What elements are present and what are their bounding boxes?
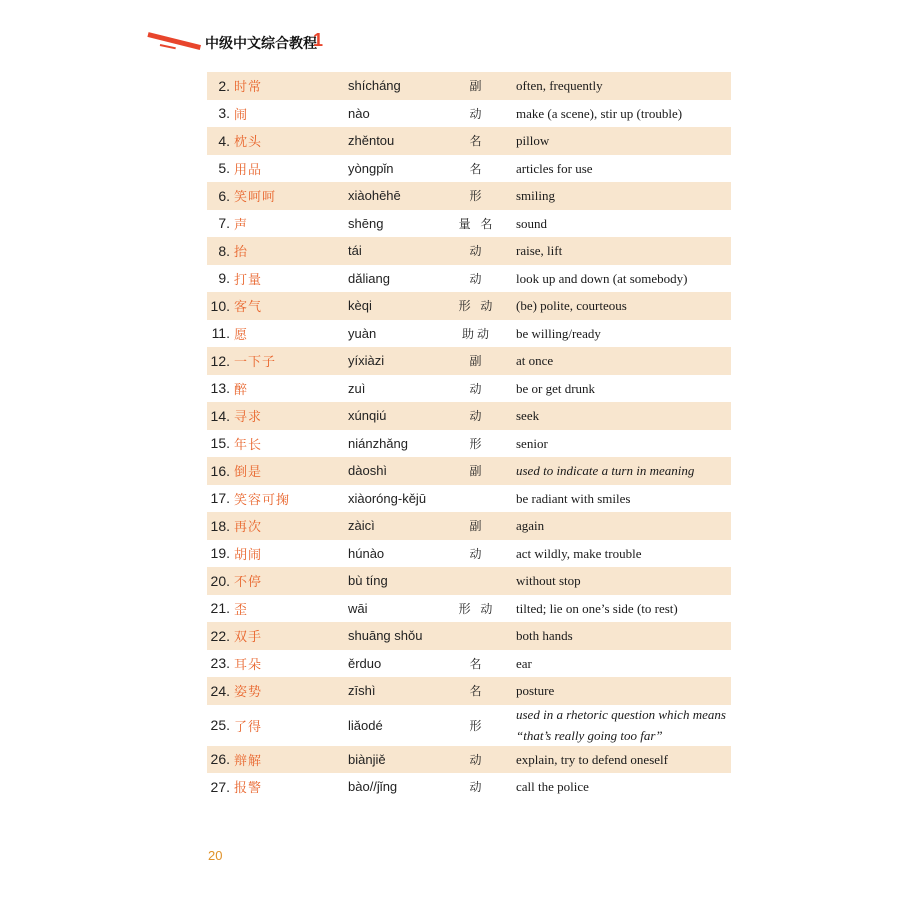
vocab-meaning: (be) polite, courteous	[516, 298, 627, 314]
vocab-number: 8.	[218, 242, 230, 259]
vocab-meaning: senior	[516, 435, 548, 451]
vocab-part-of-speech: 名	[469, 684, 485, 699]
vocab-row	[207, 210, 731, 238]
vocab-word: 不停	[234, 575, 263, 591]
vocab-word: 报警	[234, 781, 263, 797]
vocab-meaning: be or get drunk	[516, 380, 596, 396]
vocab-pinyin: xúnqiú	[348, 408, 387, 424]
vocab-row	[207, 127, 731, 155]
vocab-pinyin: yòngpǐn	[348, 160, 394, 176]
vocab-number: 14.	[210, 407, 230, 424]
vocab-number: 12.	[210, 352, 230, 369]
vocab-pinyin: shēng	[348, 215, 384, 231]
vocab-row	[207, 292, 731, 320]
vocab-meaning: used to indicate a turn in meaning	[516, 463, 695, 479]
page-number: 20	[208, 848, 223, 863]
vocab-pinyin: yuàn	[348, 325, 377, 341]
vocab-pinyin: dǎliang	[348, 270, 390, 286]
header-accent-stripe-small	[160, 44, 176, 49]
vocab-part-of-speech: 动	[469, 106, 485, 121]
vocab-part-of-speech: 助动	[461, 326, 492, 341]
vocab-word: 愿	[234, 327, 249, 343]
vocab-word: 声	[234, 217, 249, 233]
vocab-meaning: sound	[516, 215, 548, 231]
vocab-part-of-speech: 量 名	[458, 216, 496, 231]
vocab-row	[207, 347, 731, 375]
vocab-meaning: ear	[516, 655, 532, 671]
vocab-pinyin: nào	[348, 105, 370, 121]
vocab-meaning: seek	[516, 408, 540, 424]
vocab-word: 寻求	[234, 410, 263, 426]
vocab-pinyin: bù tíng	[348, 573, 388, 589]
vocab-number: 21.	[210, 600, 230, 617]
vocab-number: 19.	[210, 545, 230, 562]
vocab-meaning: tilted; lie on one’s side (to rest)	[516, 600, 678, 616]
vocab-pinyin: xiàoróng-kějū	[348, 490, 427, 506]
vocab-part-of-speech: 动	[469, 546, 485, 561]
vocab-number: 9.	[218, 270, 230, 287]
vocab-word: 倒是	[234, 465, 263, 481]
vocab-number: 17.	[210, 490, 230, 507]
vocab-number: 27.	[210, 778, 230, 795]
vocab-word: 闹	[234, 107, 249, 123]
vocab-row	[207, 155, 731, 183]
vocab-pinyin: zhěntou	[348, 133, 395, 149]
vocab-word: 胡闹	[234, 547, 263, 563]
vocab-meaning: make (a scene), stir up (trouble)	[516, 105, 683, 121]
vocab-number: 3.	[218, 105, 230, 122]
vocab-row	[207, 72, 731, 100]
vocab-part-of-speech	[455, 567, 499, 595]
vocab-meaning: smiling	[516, 188, 556, 204]
vocab-word: 笑呵呵	[234, 190, 277, 206]
vocabulary-list	[207, 72, 731, 801]
vocab-row	[207, 430, 731, 458]
vocab-number: 11.	[211, 325, 230, 342]
vocab-row	[207, 512, 731, 540]
vocab-pinyin: liǎodé	[348, 717, 383, 733]
vocab-part-of-speech: 形	[469, 436, 485, 451]
vocab-word: 歪	[234, 602, 249, 618]
vocab-word: 客气	[234, 300, 263, 316]
vocab-number: 5.	[218, 160, 230, 177]
vocab-number: 20.	[210, 572, 230, 589]
vocab-word: 用品	[234, 162, 263, 178]
vocab-pinyin: shícháng	[348, 78, 401, 94]
vocab-pinyin: zīshì	[348, 683, 376, 699]
vocab-number: 24.	[210, 682, 230, 699]
vocab-row	[207, 457, 731, 485]
vocab-meaning: pillow	[516, 133, 550, 149]
vocab-number: 22.	[210, 627, 230, 644]
vocab-meaning: look up and down (at somebody)	[516, 270, 688, 286]
vocab-word: 打量	[234, 272, 263, 288]
vocab-row	[207, 375, 731, 403]
vocab-part-of-speech: 副	[469, 519, 485, 534]
vocab-row	[207, 650, 731, 678]
vocab-row	[207, 677, 731, 705]
vocab-word: 时常	[234, 80, 263, 96]
vocab-meaning: often, frequently	[516, 78, 603, 94]
vocab-pinyin: ěrduo	[348, 655, 382, 671]
vocab-pinyin: húnào	[348, 545, 385, 561]
vocab-row	[207, 320, 731, 348]
vocab-word: 姿势	[234, 685, 263, 701]
vocab-word: 笑容可掬	[234, 492, 291, 508]
vocab-pinyin: tái	[348, 243, 362, 259]
vocab-part-of-speech: 副	[469, 79, 485, 94]
vocab-number: 10.	[210, 297, 230, 314]
vocab-number: 4.	[218, 132, 230, 149]
vocab-pinyin: niánzhǎng	[348, 435, 408, 451]
vocab-row	[207, 540, 731, 568]
vocab-meaning: be willing/ready	[516, 325, 601, 341]
vocab-word: 双手	[234, 630, 263, 646]
vocab-meaning: posture	[516, 683, 555, 699]
vocab-meaning: articles for use	[516, 160, 593, 176]
vocab-number: 6.	[218, 187, 230, 204]
vocab-pinyin: dàoshì	[348, 463, 388, 479]
vocab-pinyin: biànjiě	[348, 751, 386, 767]
vocab-part-of-speech: 副	[469, 354, 485, 369]
vocab-number: 18.	[210, 517, 230, 534]
vocab-number: 23.	[210, 655, 230, 672]
vocab-meaning: explain, try to defend oneself	[516, 751, 668, 767]
vocab-word: 辩解	[234, 753, 263, 769]
vocab-part-of-speech: 名	[469, 134, 485, 149]
vocab-row	[207, 402, 731, 430]
vocab-row	[207, 595, 731, 623]
vocab-part-of-speech	[455, 622, 499, 650]
vocab-pinyin: wāi	[348, 600, 368, 616]
vocab-part-of-speech: 名	[469, 161, 485, 176]
vocab-word: 一下子	[234, 355, 277, 371]
vocab-number: 13.	[210, 380, 230, 397]
vocab-pinyin: kèqi	[348, 298, 372, 314]
vocab-part-of-speech: 动	[469, 780, 485, 795]
vocab-part-of-speech: 动	[469, 244, 485, 259]
vocab-part-of-speech: 动	[469, 409, 485, 424]
vocab-row	[207, 182, 731, 210]
vocab-meaning: raise, lift	[516, 243, 563, 259]
vocab-row	[207, 622, 731, 650]
vocab-number: 2.	[218, 77, 230, 94]
vocab-pinyin: zuì	[348, 380, 366, 396]
vocab-row	[207, 567, 731, 595]
vocab-part-of-speech: 形	[469, 189, 485, 204]
vocab-part-of-speech: 形 动	[458, 299, 496, 314]
vocab-row	[207, 705, 731, 746]
vocab-row	[207, 100, 731, 128]
vocab-number: 7.	[218, 215, 230, 232]
vocab-part-of-speech: 动	[469, 381, 485, 396]
vocab-row	[207, 265, 731, 293]
vocab-row	[207, 237, 731, 265]
vocab-word: 了得	[234, 719, 263, 735]
vocab-meaning: call the police	[516, 779, 589, 795]
vocab-pinyin: xiàohēhē	[348, 188, 401, 204]
vocab-meaning: without stop	[516, 573, 581, 589]
vocab-row	[207, 773, 731, 801]
vocab-pinyin: zàicì	[348, 518, 375, 534]
vocab-meaning: at once	[516, 353, 554, 369]
vocab-number: 15.	[210, 435, 230, 452]
book-title: 中级中文综合教程	[205, 36, 317, 52]
vocab-meaning: again	[516, 518, 545, 534]
vocab-part-of-speech: 名	[469, 656, 485, 671]
vocab-number: 16.	[210, 462, 230, 479]
vocab-word: 年长	[234, 437, 263, 453]
vocab-meaning: used in a rhetoric question which means “that’s really going too far”	[516, 707, 726, 743]
book-volume-number: 1	[313, 30, 324, 50]
vocab-pinyin: shuāng shǒu	[348, 628, 423, 644]
vocab-word: 抬	[234, 245, 249, 261]
vocab-row	[207, 485, 731, 513]
vocab-meaning: both hands	[516, 628, 573, 644]
vocab-part-of-speech: 动	[469, 271, 485, 286]
vocab-word: 耳朵	[234, 657, 263, 673]
vocab-row	[207, 746, 731, 774]
vocab-part-of-speech: 形	[469, 718, 485, 733]
vocab-word: 醉	[234, 382, 249, 398]
vocab-part-of-speech	[455, 485, 499, 513]
vocab-pinyin: yíxiàzi	[348, 353, 385, 369]
vocab-meaning: act wildly, make trouble	[516, 545, 642, 561]
vocab-part-of-speech: 形 动	[458, 601, 496, 616]
vocab-word: 再次	[234, 520, 263, 536]
vocab-part-of-speech: 动	[469, 752, 485, 767]
vocab-meaning: be radiant with smiles	[516, 490, 631, 506]
vocab-pinyin: bào//jǐng	[348, 779, 398, 795]
vocab-number: 26.	[210, 751, 230, 768]
vocab-part-of-speech: 副	[469, 464, 485, 479]
vocab-number: 25.	[210, 717, 230, 733]
vocab-word: 枕头	[234, 135, 263, 151]
